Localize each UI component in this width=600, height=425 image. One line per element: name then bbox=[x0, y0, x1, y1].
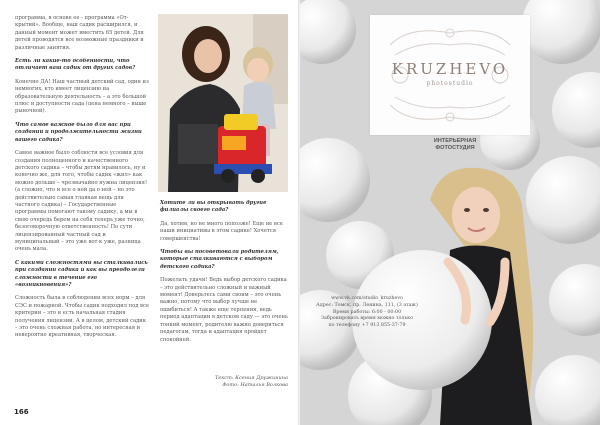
article-credits bbox=[160, 375, 288, 389]
contact-website: www.vk.com/studio_kruzhevo bbox=[331, 296, 403, 301]
article-column-a bbox=[15, 15, 149, 346]
studio-logo bbox=[370, 15, 530, 135]
paragraph-intro: программа, в основе ее - программа «От-крытий». Вообще, наш садик расширился, и данный момент может вместить 65 детей. Для детей проводятся все возможные праздники и различные занятия. bbox=[15, 15, 144, 51]
answer-advice: Пожелать удачи! Ведь выбор детского садика – это действительно сложный и важный момент! Доверьтесь сами своим – это очень важно, потому что выбор лучше не ошибиться! А также еще терпения, ведь период адаптации в детском саду — это очень тонкий момент, родителю важно довериться педагогам, тогда и адаптация пройдет спокойней. bbox=[160, 277, 288, 343]
studio-label-line-1: ИНТЕРЬЕРНАЯ bbox=[433, 138, 477, 144]
studio-contacts bbox=[308, 296, 426, 330]
credit-photo-author: Фото: Наталья Волкова bbox=[222, 382, 288, 388]
logo-subtitle: photostudio bbox=[426, 80, 474, 87]
answer-difficulties: Сложность была в соблюдении всех норм – для СЭС и пожарной. Чтобы садик подходил под все критерии – это и есть начальная стадия получения лицензии. А в целом, детский садик – это очень сложная работа, но интересная и невероятно креативная, творческая. bbox=[15, 295, 149, 339]
question-features: Есть ли какие-то особенности, что отличает ваш садик от других садов? bbox=[15, 58, 136, 72]
photo-illustration bbox=[158, 14, 288, 192]
answer-features: Конечно ДА! Наш частный детский сад, один из немногих, кто имеет лицензию на образовательную деятельность – а это большой плюс и доступности сада (цена немного – выше рыночной). bbox=[15, 78, 149, 115]
answer-branches: Да, хотим, но не много попозже! Еще не все наши инициативы в этом садике! Хочется совершенства! bbox=[160, 220, 283, 242]
question-advice: Чтобы вы посоветовали родителям, которые сталкиваются с выбором детского садика? bbox=[160, 249, 279, 270]
question-important: Что самое важное было для вас при создании и продолжительности жизни вашего садика? bbox=[15, 121, 142, 143]
right-page-ad bbox=[300, 0, 600, 425]
question-branches: Хотите ли вы открывать другие филиалы своего сада? bbox=[160, 200, 267, 214]
studio-label-line-2: ФОТОСТУДИЯ bbox=[435, 145, 475, 151]
answer-important: Самое важное было соблюсти все условия для создания полноценного и качественного детского садика – чтобы детям нравилось, ну и конечно же, для того, чтобы садик «жил» как можно дольше – чрезвычайно нужна лицензия! (а сложно, что и все о ней да о ней – но это действительно самая главная вещь для частного садика) – Государственные программы помогают такому садику, а мы в свою очередь берем на себя теперь уже точно, безоговорочную ответственность! По сути лицензированный частный сад и муниципальный – это уже вот к уже, разница очень мала. bbox=[15, 150, 148, 253]
question-difficulties: С какими сложностями вы сталкивались при создании садика и как вы преодолели сложности в течение его «возникновения»? bbox=[15, 259, 148, 288]
credit-text-author: Текст: Ксения Дружинина bbox=[215, 375, 288, 381]
contact-address: Адрес: Томск, пр. Ленина, 111, (3 этаж) bbox=[316, 302, 418, 308]
contact-hours: Время работы: 6:00 - 00:00 bbox=[332, 309, 402, 315]
studio-label bbox=[420, 138, 490, 152]
contact-phone: по телефону +7 913 855-37-79 bbox=[328, 323, 406, 329]
contact-booking-note: Забронировать время можно только bbox=[320, 316, 414, 322]
photo-mother-and-child bbox=[158, 14, 288, 192]
logo-name: KRUZHEVO bbox=[391, 60, 509, 78]
page-number: 166 bbox=[14, 408, 29, 416]
article-column-b bbox=[160, 200, 288, 350]
